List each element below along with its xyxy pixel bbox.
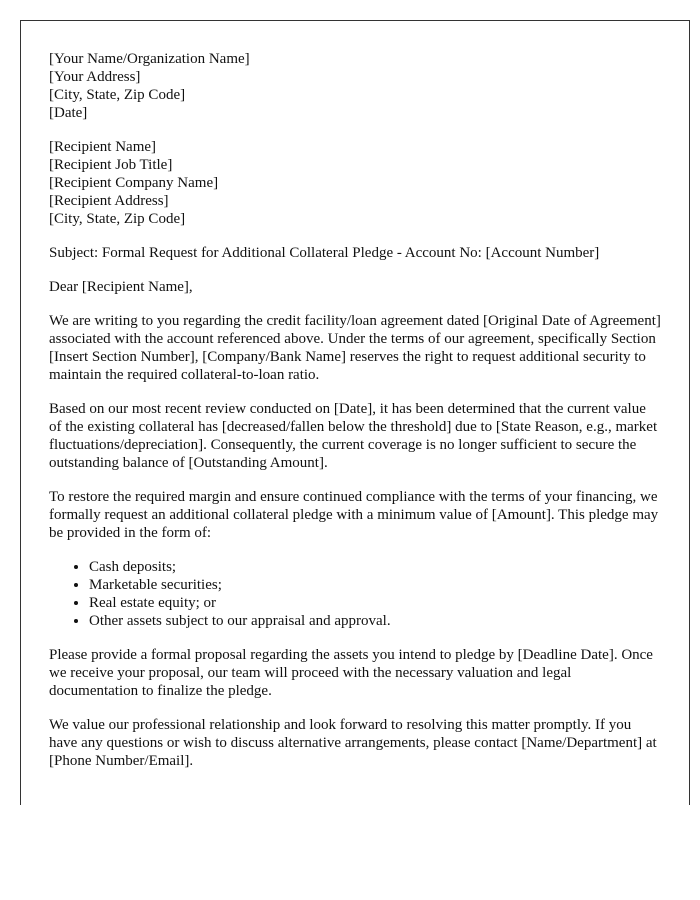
recipient-title: [Recipient Job Title] bbox=[49, 157, 173, 173]
subject-line: Subject: Formal Request for Additional Collateral Pledge - Account No: [Account Number] bbox=[49, 245, 600, 261]
collateral-options-list bbox=[49, 558, 661, 630]
recipient-company: [Recipient Company Name] bbox=[49, 175, 219, 191]
body-paragraph: Please provide a formal proposal regarding the assets you intend to pledge by [Deadline Date]. Once we receive your proposal, our team will proceed with the necessary valuation and legal documentation to finalize the pledge. bbox=[49, 647, 653, 699]
letter-page bbox=[20, 20, 690, 805]
list-item: • Real estate equity; or bbox=[89, 594, 661, 612]
body-paragraph: To restore the required margin and ensure continued compliance with the terms of your financing, we formally request an additional collateral pledge with a minimum value of [Amount]. This pledge may be provided in the form of: bbox=[49, 489, 659, 541]
recipient-block bbox=[49, 138, 661, 228]
list-item: • Cash deposits; bbox=[89, 558, 661, 576]
salutation: Dear [Recipient Name], bbox=[49, 279, 193, 295]
recipient-city: [City, State, Zip Code] bbox=[49, 211, 186, 227]
letter-date: [Date] bbox=[49, 105, 88, 121]
body-paragraph: We value our professional relationship and look forward to resolving this matter promptly. If you have any questions or wish to discuss alternative arrangements, please contact [Name/Department] at [Phone Number/Email]. bbox=[49, 717, 657, 769]
list-item: • Other assets subject to our appraisal and approval. bbox=[89, 612, 661, 630]
recipient-name: [Recipient Name] bbox=[49, 139, 157, 155]
recipient-address: [Recipient Address] bbox=[49, 193, 169, 209]
sender-name: [Your Name/Organization Name] bbox=[49, 51, 250, 67]
sender-block bbox=[49, 50, 661, 122]
body-paragraph: We are writing to you regarding the credit facility/loan agreement dated [Original Date of Agreement] associated with the account referenced above. Under the terms of our agreement, specifically Section [Insert Section Number], [Company/Bank Name] reserves the right to request additional security to maintain the required collateral-to-loan ratio. bbox=[49, 313, 661, 383]
sender-city: [City, State, Zip Code] bbox=[49, 87, 186, 103]
body-paragraph: Based on our most recent review conducted on [Date], it has been determined that the current value of the existing collateral has [decreased/fallen below the threshold] due to [State Reason, e.g., market fluctuations/depreciation]. Consequently, the current coverage is no longer sufficient to secure the outstanding balance of [Outstanding Amount]. bbox=[49, 401, 658, 471]
sender-address: [Your Address] bbox=[49, 69, 141, 85]
list-item: • Marketable securities; bbox=[89, 576, 661, 594]
